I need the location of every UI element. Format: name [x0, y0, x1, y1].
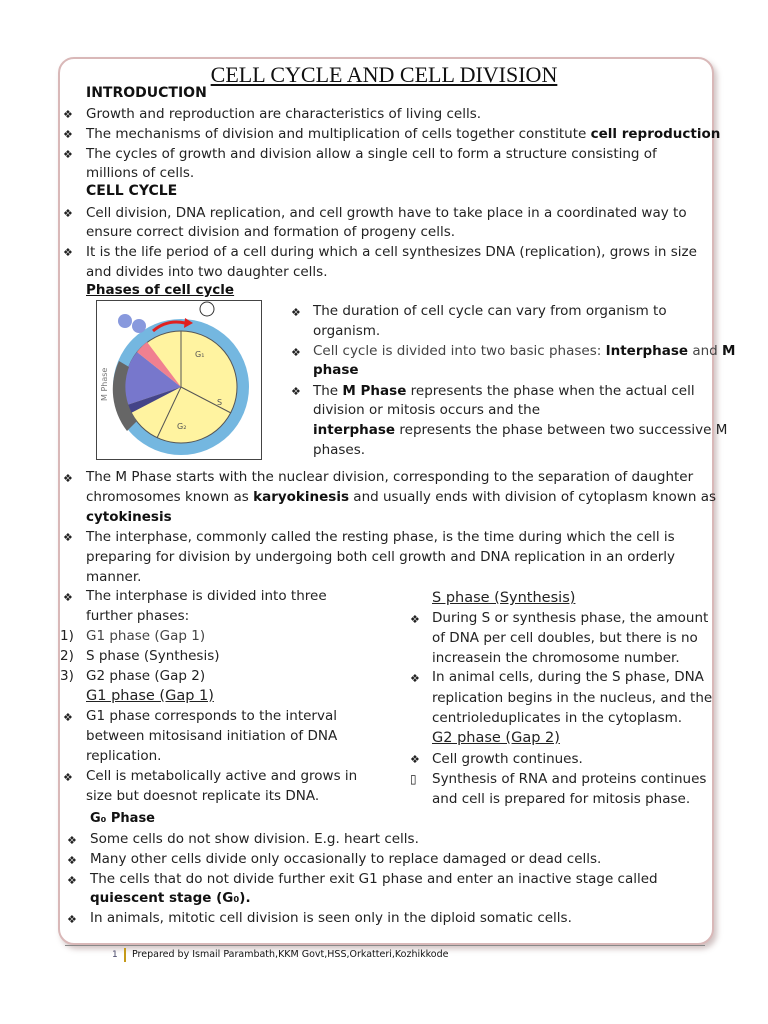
phases-heading: Phases of cell cycle [86, 282, 235, 298]
right-b2e: phase [313, 362, 359, 378]
page-title: CELL CYCLE AND CELL DIVISION [210, 62, 558, 87]
g0-b1: Some cells do not show division. E.g. heart cells. [90, 831, 419, 847]
bullet-icon: ❖ [63, 128, 73, 141]
bullet-icon: ❖ [67, 913, 77, 926]
mp-b1b: chromosomes known as karyokinesis and usually ends with division of cytoplasm known as [86, 489, 717, 505]
right-b3g: phases. [313, 442, 366, 458]
g0-heading: G₀ Phase [90, 811, 155, 826]
left-b1b: further phases: [86, 608, 190, 624]
cell-cycle-figure [96, 300, 262, 460]
s-label: S [217, 398, 223, 407]
daughter-cell-icon [118, 314, 132, 328]
bullet-icon: ❖ [63, 108, 73, 121]
m-phase-label: M Phase [100, 367, 109, 401]
right-b3d: division or mitosis occurs and the [313, 402, 540, 418]
bullet-icon: ❖ [410, 672, 420, 685]
g1-b1b: between mitosisand initiation of DNA [86, 728, 338, 744]
mp-b1a: The M Phase starts with the nuclear division, corresponding to the separation of daughter [86, 469, 694, 485]
list-g2: G2 phase (Gap 2) [86, 668, 206, 684]
bullet-icon: ❖ [410, 753, 420, 766]
page-number: 1 [112, 950, 118, 960]
bullet-icon: ❖ [291, 346, 301, 359]
bullet-icon: ❖ [67, 834, 77, 847]
cc-b1a: Cell division, DNA replication, and cell growth have to take place in a coordinated way to [86, 205, 687, 221]
right-b1a: The duration of cell cycle can vary from organism to [313, 303, 667, 319]
bullet-icon: ❖ [410, 613, 420, 626]
left-b1a: The interphase is divided into three [86, 588, 327, 604]
g2-b1: Cell growth continues. [432, 751, 583, 767]
right-b3: The M Phase represents the phase when the actual cell [313, 383, 695, 399]
g1-b1a: G1 phase corresponds to the interval [86, 708, 337, 724]
g0-b2: Many other cells divide only occasionally to replace damaged or dead cells. [90, 851, 602, 867]
right-b1b: organism. [313, 323, 381, 339]
intro-heading: INTRODUCTION [86, 85, 207, 101]
bullet-icon: ❖ [291, 306, 301, 319]
footer-bar [124, 948, 126, 962]
daughter-cell-icon [132, 319, 146, 333]
g0-b3: The cells that do not divide further exit G1 phase and enter an inactive stage called [90, 871, 658, 887]
s-b1b: of DNA per cell doubles, but there is no [432, 630, 698, 646]
cellcycle-heading: CELL CYCLE [86, 183, 178, 199]
intro-b2: The mechanisms of division and multiplication of cells together constitute cell reproduction [86, 126, 721, 142]
bullet-icon: ❖ [63, 591, 73, 604]
bullet-icon: ❖ [63, 711, 73, 724]
cc-b2a: It is the life period of a cell during which a cell synthesizes DNA (replication), grows in size [86, 244, 697, 260]
footer-divider [65, 945, 705, 946]
cc-b2b: and divides into two daughter cells. [86, 264, 328, 280]
s-b1c: increasein the chromosome number. [432, 650, 680, 666]
g0-cell-icon [200, 302, 214, 316]
list-number: 2) [60, 648, 74, 664]
bullet-icon: ❖ [63, 472, 73, 485]
g2-b2a: Synthesis of RNA and proteins continues [432, 771, 707, 787]
box-glyph-icon: ▯ [410, 772, 417, 786]
intro-b3a: The cycles of growth and division allow a single cell to form a structure consisting of [86, 146, 657, 162]
list-number: 3) [60, 668, 74, 684]
cc-b1b: ensure correct division and formation of progeny cells. [86, 224, 456, 240]
cell-cycle-diagram [97, 301, 261, 459]
bullet-icon: ❖ [63, 207, 73, 220]
bullet-icon: ❖ [63, 148, 73, 161]
g1-label: G₁ [195, 350, 205, 359]
bullet-icon: ❖ [67, 854, 77, 867]
g2-heading: G2 phase (Gap 2) [432, 730, 560, 746]
mp-b1e: cytokinesis [86, 509, 172, 525]
s-b2c: centrioleduplicates in the cytoplasm. [432, 710, 683, 726]
list-g1: G1 phase (Gap 1) [86, 628, 206, 644]
bullet-icon: ❖ [63, 246, 73, 259]
g1-b1c: replication. [86, 748, 162, 764]
g2-label: G₂ [177, 422, 187, 431]
list-number: 1) [60, 628, 74, 644]
s-b2a: In animal cells, during the S phase, DNA [432, 669, 704, 685]
intro-b1: Growth and reproduction are characteristics of living cells. [86, 106, 482, 122]
g0-b4: In animals, mitotic cell division is seen only in the diploid somatic cells. [90, 910, 572, 926]
g0-b3b: quiescent stage (G₀). [90, 890, 251, 906]
bullet-icon: ❖ [67, 874, 77, 887]
mp-b2a: The interphase, commonly called the resting phase, is the time during which the cell is [86, 529, 675, 545]
g1-b2b: size but doesnot replicate its DNA. [86, 788, 320, 804]
footer-credit: Prepared by Ismail Parambath,KKM Govt,HSS,Orkatteri,Kozhikkode [132, 949, 449, 960]
mp-b2b: preparing for division by undergoing both cell growth and DNA replication in an orderly [86, 549, 676, 565]
g1-b2a: Cell is metabolically active and grows in [86, 768, 358, 784]
s-b1a: During S or synthesis phase, the amount [432, 610, 709, 626]
intro-b3b: millions of cells. [86, 165, 195, 181]
mp-b2c: manner. [86, 569, 142, 585]
g1-heading: G1 phase (Gap 1) [86, 688, 214, 704]
s-heading: S phase (Synthesis) [432, 590, 576, 606]
right-b2: Cell cycle is divided into two basic phases: Interphase and M [313, 343, 736, 359]
s-b2b: replication begins in the nucleus, and the [432, 690, 713, 706]
right-b3e: interphase represents the phase between two successive M [313, 422, 728, 438]
bullet-icon: ❖ [291, 385, 301, 398]
bullet-icon: ❖ [63, 771, 73, 784]
list-s: S phase (Synthesis) [86, 648, 220, 664]
g2-b2b: and cell is prepared for mitosis phase. [432, 791, 691, 807]
bullet-icon: ❖ [63, 531, 73, 544]
